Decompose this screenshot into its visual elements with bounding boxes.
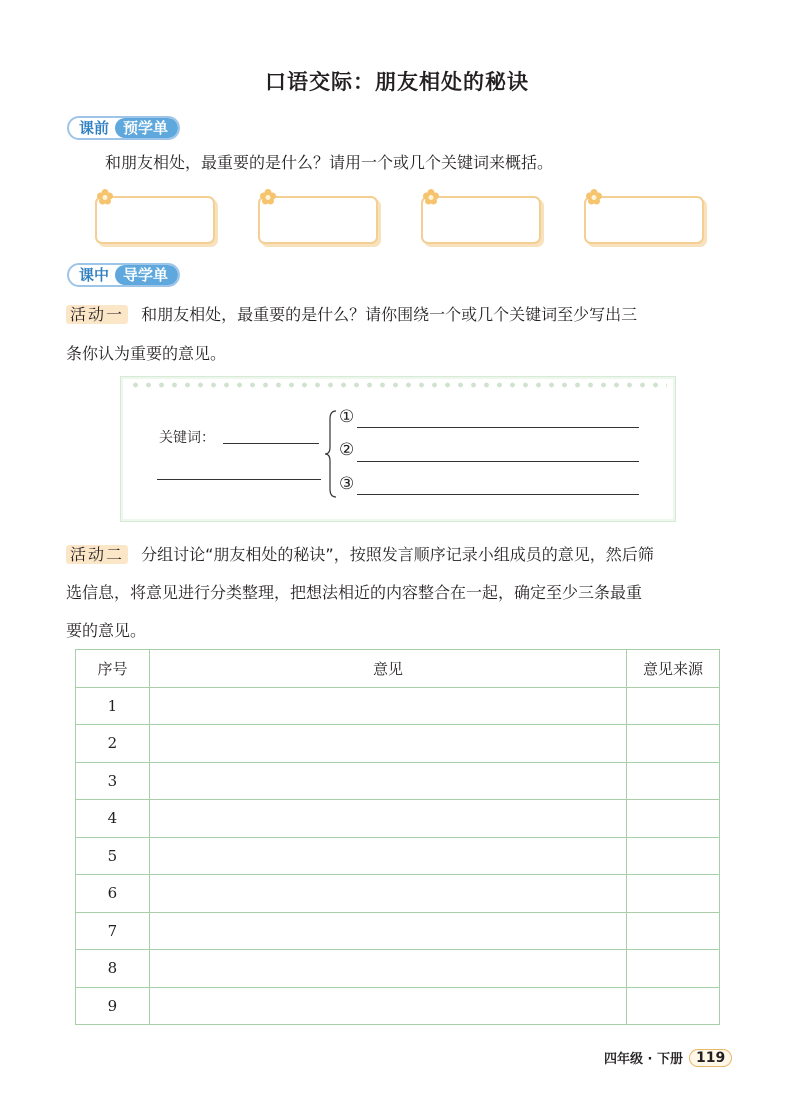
opinion-cell[interactable] [149, 725, 626, 763]
header-index: 序号 [76, 650, 150, 688]
opinion-cell[interactable] [149, 875, 626, 913]
row-index: 1 [76, 687, 150, 725]
activity2-tag: 活动二 [66, 545, 128, 564]
flower-icon [422, 188, 440, 206]
row-index: 8 [76, 950, 150, 988]
opinion-table [75, 649, 720, 1025]
keyword-line-2[interactable] [157, 479, 321, 480]
keyword-line-1[interactable] [223, 443, 319, 444]
in-class-badge-left: 课中 [79, 266, 110, 284]
table-row [76, 912, 720, 950]
in-class-badge [67, 263, 180, 287]
opinion-line-1[interactable] [357, 427, 639, 428]
opinion-cell[interactable] [149, 912, 626, 950]
table-row [76, 987, 720, 1025]
mark-1: ① [339, 407, 355, 427]
header-source: 意见来源 [627, 650, 720, 688]
table-row [76, 837, 720, 875]
page-title: 口语交际：朋友相处的秘诀 [265, 70, 529, 94]
opinion-cell[interactable] [149, 987, 626, 1025]
activity2-paragraph [66, 538, 736, 572]
activity1-tag: 活动一 [66, 305, 128, 324]
pre-class-badge-left: 课前 [79, 119, 110, 137]
pre-class-prompt: 和朋友相处，最重要的是什么？请用一个或几个关键词来概括。 [105, 153, 554, 172]
page-footer [604, 1048, 732, 1067]
table-row [76, 687, 720, 725]
opinion-line-3[interactable] [357, 494, 639, 495]
row-index: 7 [76, 912, 150, 950]
grade-label: 四年级 · 下册 [604, 1052, 683, 1067]
source-cell[interactable] [627, 912, 720, 950]
mark-3: ③ [339, 474, 355, 494]
table-row [76, 875, 720, 913]
row-index: 5 [76, 837, 150, 875]
in-class-badge-right: 导学单 [115, 265, 178, 285]
source-cell[interactable] [627, 837, 720, 875]
table-row [76, 762, 720, 800]
table-row [76, 800, 720, 838]
notepaper-holes [129, 381, 667, 389]
activity1-paragraph [66, 298, 736, 332]
table-header-row [76, 650, 720, 688]
source-cell[interactable] [627, 800, 720, 838]
row-index: 9 [76, 987, 150, 1025]
pre-class-badge [67, 116, 180, 140]
brace-icon [324, 409, 338, 499]
pre-class-badge-right: 预学单 [115, 118, 178, 138]
source-cell[interactable] [627, 875, 720, 913]
row-index: 6 [76, 875, 150, 913]
activity1-text-line2: 条你认为重要的意见。 [66, 344, 227, 363]
opinion-line-2[interactable] [357, 461, 639, 462]
opinion-cell[interactable] [149, 837, 626, 875]
keyword-label: 关键词： [159, 430, 215, 446]
source-cell[interactable] [627, 687, 720, 725]
opinion-cell[interactable] [149, 762, 626, 800]
activity1-text-line1: 和朋友相处，最重要的是什么？请你围绕一个或几个关键词至少写出三 [141, 305, 638, 324]
flower-icon [259, 188, 277, 206]
source-cell[interactable] [627, 987, 720, 1025]
row-index: 2 [76, 725, 150, 763]
flower-icon [96, 188, 114, 206]
activity2-text-line3: 要的意见。 [66, 621, 147, 640]
page-number: 119 [689, 1049, 732, 1067]
table-row [76, 725, 720, 763]
source-cell[interactable] [627, 762, 720, 800]
header-opinion: 意见 [149, 650, 626, 688]
opinion-cell[interactable] [149, 800, 626, 838]
opinion-cell[interactable] [149, 950, 626, 988]
row-index: 3 [76, 762, 150, 800]
notepaper-card [120, 376, 676, 522]
mark-2: ② [339, 440, 355, 460]
flower-icon [585, 188, 603, 206]
row-index: 4 [76, 800, 150, 838]
source-cell[interactable] [627, 950, 720, 988]
opinion-cell[interactable] [149, 687, 626, 725]
source-cell[interactable] [627, 725, 720, 763]
activity2-text-line1: 分组讨论“朋友相处的秘诀”，按照发言顺序记录小组成员的意见，然后筛 [141, 545, 654, 564]
activity2-text-line2: 选信息，将意见进行分类整理，把想法相近的内容整合在一起，确定至少三条最重 [66, 583, 643, 602]
table-row [76, 950, 720, 988]
